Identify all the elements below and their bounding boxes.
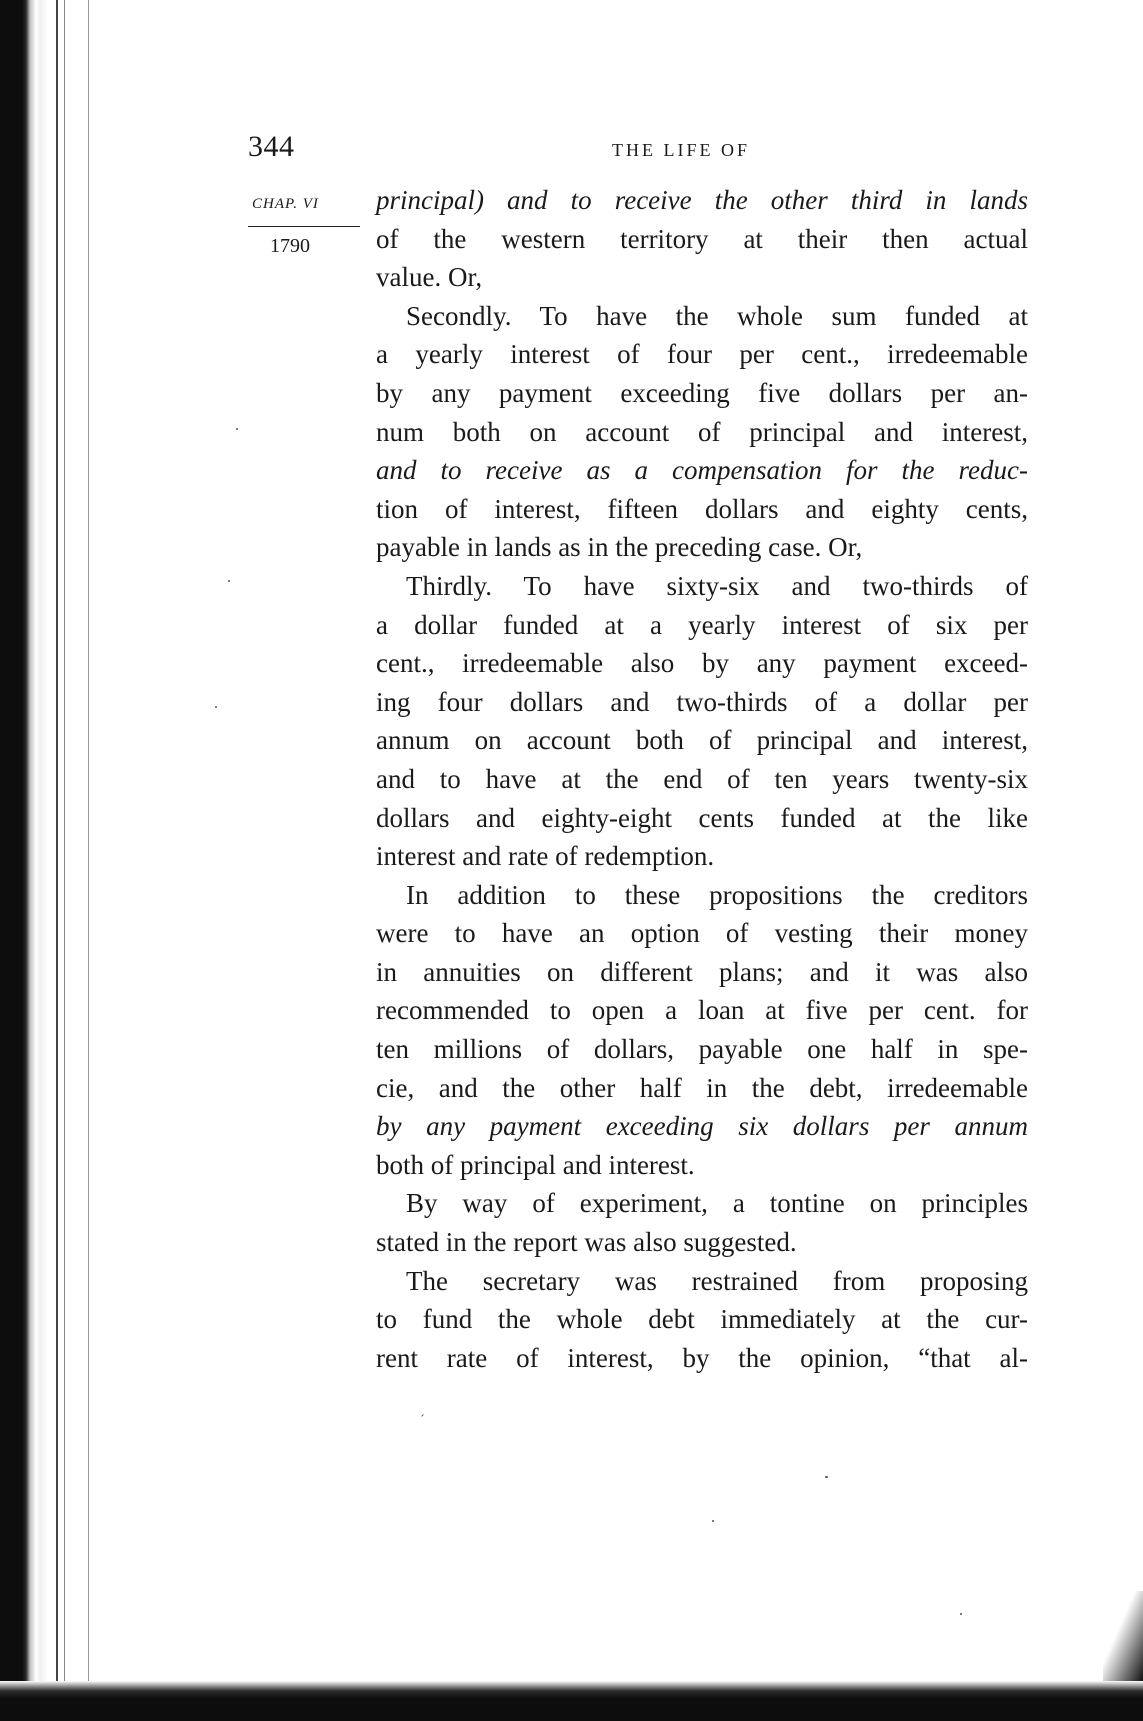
text-line: By way of experiment, a tontine on principles bbox=[406, 1188, 1028, 1219]
scan-speck bbox=[712, 1520, 714, 1522]
scan-speck bbox=[236, 428, 238, 430]
text-line: a yearly interest of four per cent., irredeemable bbox=[376, 339, 1028, 370]
margin-chapter-note: CHAP. VI bbox=[252, 196, 319, 212]
text-line: cie, and the other half in the debt, irredeemable bbox=[376, 1072, 1028, 1103]
text-line: both of principal and interest. bbox=[376, 1149, 695, 1180]
text-line: cent., irredeemable also by any payment exceed- bbox=[376, 648, 1028, 679]
running-head: THE LIFE OF bbox=[612, 140, 750, 160]
margin-rule bbox=[248, 226, 360, 227]
text-line: annum on account both of principal and interest, bbox=[376, 725, 1028, 756]
scan-speck bbox=[215, 706, 217, 708]
text-line: value. Or, bbox=[376, 262, 483, 293]
text-line: by any payment exceeding six dollars per annum bbox=[376, 1111, 1028, 1142]
text-line: dollars and eighty-eight cents funded at the like bbox=[376, 802, 1028, 833]
text-line: ing four dollars and two-thirds of a dollar per bbox=[376, 686, 1028, 717]
binding-shadow-line bbox=[88, 0, 89, 1721]
scan-bottom-edge bbox=[0, 1681, 1143, 1721]
scan-speck bbox=[421, 1414, 424, 1417]
text-line: In addition to these propositions the creditors bbox=[406, 879, 1028, 910]
margin-year-note: 1790 bbox=[270, 235, 310, 257]
text-line: principal) and to receive the other third in lands bbox=[376, 185, 1028, 215]
text-line: stated in the report was also suggested. bbox=[376, 1227, 797, 1258]
scan-speck bbox=[960, 1613, 962, 1615]
binding-shadow-line bbox=[64, 0, 65, 1721]
body-text bbox=[376, 181, 1028, 1377]
text-line: were to have an option of vesting their money bbox=[376, 918, 1028, 949]
page-number: 344 bbox=[248, 130, 295, 163]
text-line: by any payment exceeding five dollars per an- bbox=[376, 377, 1028, 408]
scan-speck bbox=[825, 1476, 828, 1478]
scan-speck bbox=[228, 580, 230, 582]
text-line: The secretary was restrained from proposing bbox=[406, 1265, 1028, 1296]
text-line: rent rate of interest, by the opinion, “that al- bbox=[376, 1342, 1028, 1373]
binding-shadow-line bbox=[56, 0, 58, 1721]
text-line: payable in lands as in the preceding case. Or, bbox=[376, 532, 863, 563]
text-line: a dollar funded at a yearly interest of six per bbox=[376, 609, 1028, 640]
text-line: and to have at the end of ten years twenty-six bbox=[376, 763, 1028, 794]
book-binding-edge bbox=[0, 0, 48, 1721]
text-line: recommended to open a loan at five per cent. for bbox=[376, 995, 1028, 1026]
text-line: of the western territory at their then actual bbox=[376, 223, 1028, 254]
text-line: tion of interest, fifteen dollars and eighty cents, bbox=[376, 493, 1028, 524]
text-line: Secondly. To have the whole sum funded at bbox=[406, 300, 1028, 331]
text-line: to fund the whole debt immediately at the cur- bbox=[376, 1304, 1028, 1335]
text-line: ten millions of dollars, payable one half in spe- bbox=[376, 1034, 1028, 1065]
text-line: interest and rate of redemption. bbox=[376, 841, 715, 872]
text-line: in annuities on different plans; and it was also bbox=[376, 956, 1028, 987]
text-line: num both on account of principal and interest, bbox=[376, 416, 1028, 447]
text-line: Thirdly. To have sixty-six and two-thirds of bbox=[406, 570, 1028, 601]
text-line: and to receive as a compensation for the reduc- bbox=[376, 455, 1028, 486]
scan-corner-shadow bbox=[1103, 1591, 1143, 1681]
